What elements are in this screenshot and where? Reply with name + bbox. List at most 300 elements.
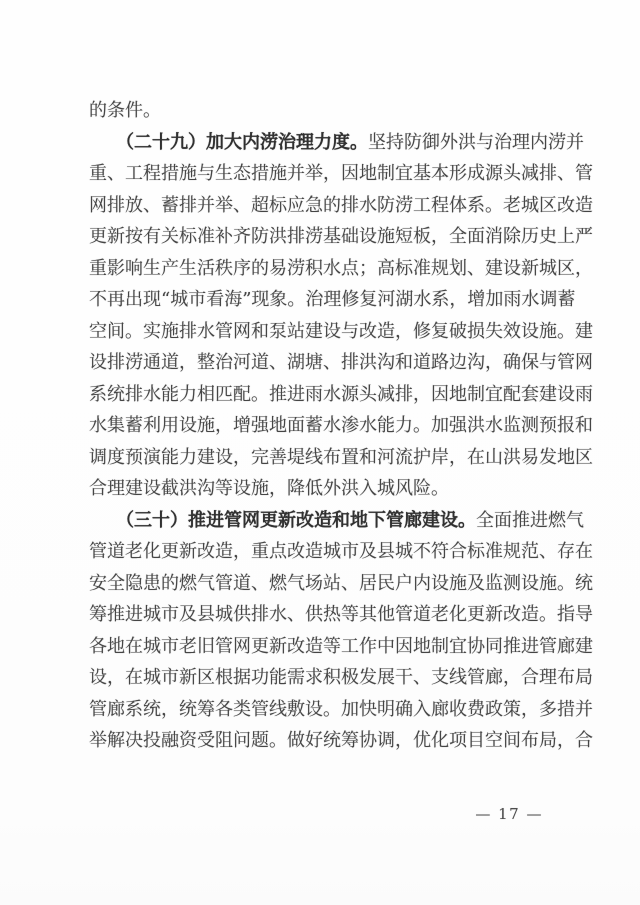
body-character: 道 xyxy=(233,572,251,594)
body-character: 宜 xyxy=(395,163,413,184)
body-character: 基 xyxy=(323,226,341,247)
body-character: 基 xyxy=(413,163,431,184)
body-character: 。 xyxy=(485,194,503,216)
page-number: — 17 — xyxy=(475,805,543,823)
body-character: 应 xyxy=(287,194,305,216)
body-character: 外 xyxy=(323,478,341,499)
body-character: 完 xyxy=(251,446,269,468)
body-character: ， xyxy=(485,352,503,373)
heading-character: 。 xyxy=(458,509,476,531)
body-character: 涝 xyxy=(395,194,413,216)
body-character: 进 xyxy=(521,635,539,657)
body-character: 造 xyxy=(521,604,539,625)
body-character: 能 xyxy=(161,446,179,468)
body-character: 等 xyxy=(215,478,233,499)
body-character: 管 xyxy=(467,667,485,688)
body-character: 管 xyxy=(215,320,233,342)
body-character: 场 xyxy=(305,572,323,594)
body-character: 治 xyxy=(305,289,324,310)
body-character: 排 xyxy=(107,194,125,216)
body-character: ， xyxy=(233,541,251,562)
body-character: 湖 xyxy=(287,352,305,373)
body-character: 堤 xyxy=(287,446,305,468)
body-character: 新 xyxy=(521,257,539,279)
body-character: 燃 xyxy=(269,572,287,594)
body-character: 水 xyxy=(323,415,341,436)
body-character: 及 xyxy=(179,604,197,625)
body-character: 统 xyxy=(179,698,197,720)
body-character: 沟 xyxy=(197,478,215,499)
heading-character: 地 xyxy=(350,509,368,531)
body-character: 导 xyxy=(575,604,593,625)
body-character: 措 xyxy=(161,163,179,184)
text-line xyxy=(89,289,576,322)
body-character: 其 xyxy=(359,604,377,625)
body-character: 源 xyxy=(341,383,359,405)
body-character: 布 xyxy=(323,446,341,468)
body-character: ， xyxy=(395,730,413,751)
heading-character: 更 xyxy=(260,509,278,531)
body-character: 湖 xyxy=(395,289,414,310)
body-character: 的 xyxy=(161,572,179,594)
body-character: 有 xyxy=(143,226,161,247)
body-character: 造 xyxy=(575,194,593,216)
body-character: 修 xyxy=(413,320,431,342)
heading-character: 改 xyxy=(296,509,314,531)
body-character: 线 xyxy=(305,446,323,468)
body-character: 能 xyxy=(269,667,287,688)
body-character: 、 xyxy=(539,541,557,562)
body-character: 发 xyxy=(539,446,557,468)
body-character: 城 xyxy=(170,289,189,310)
body-character: 并 xyxy=(287,163,305,184)
body-character: 御 xyxy=(422,131,440,153)
body-character: 的 xyxy=(251,257,269,279)
body-character: 作 xyxy=(359,635,377,657)
body-character: 市 xyxy=(341,541,359,562)
body-character: 生 xyxy=(179,257,197,279)
body-character: 在 xyxy=(125,667,143,688)
body-character: 、 xyxy=(557,163,575,184)
heading-character: 理 xyxy=(296,131,314,153)
body-character: 管 xyxy=(395,604,413,625)
body-character: 燃 xyxy=(179,572,197,594)
body-character: 施 xyxy=(251,478,269,499)
body-character: 力 xyxy=(395,415,413,436)
heading-character: （ xyxy=(116,509,134,531)
body-character: 在 xyxy=(575,541,593,562)
body-character: 局 xyxy=(575,667,593,688)
body-character: 施 xyxy=(269,163,287,184)
body-character: 管 xyxy=(575,163,593,184)
body-character: 严 xyxy=(575,226,593,247)
body-character: 用 xyxy=(161,415,179,436)
body-character: 和 xyxy=(395,352,413,373)
heading-character: 九 xyxy=(170,131,188,153)
body-character: 快 xyxy=(359,698,377,720)
body-character: 规 xyxy=(503,541,521,562)
body-character: 源 xyxy=(485,163,503,184)
body-character: 洪 xyxy=(179,478,197,499)
body-character: 道 xyxy=(251,352,269,373)
body-character: 收 xyxy=(449,698,467,720)
body-character: 支 xyxy=(431,667,449,688)
body-character: 险 xyxy=(413,478,431,499)
body-character: 站 xyxy=(287,320,305,342)
body-character: 洪 xyxy=(359,352,377,373)
body-character: 加 xyxy=(431,415,449,436)
body-character: 举 xyxy=(89,730,107,751)
body-character: 措 xyxy=(251,163,269,184)
body-character: 河 xyxy=(377,289,396,310)
body-character: 头 xyxy=(359,383,377,405)
body-character: 改 xyxy=(287,635,305,657)
text-line xyxy=(89,635,593,669)
heading-character: 新 xyxy=(278,509,296,531)
body-character: 排 xyxy=(341,352,359,373)
text-line xyxy=(89,257,593,291)
body-character: 理 xyxy=(539,667,557,688)
body-character: 海 xyxy=(224,289,243,310)
body-character: 网 xyxy=(233,320,251,342)
body-character: 沟 xyxy=(467,352,485,373)
body-character: 程 xyxy=(143,163,161,184)
body-character: 河 xyxy=(233,352,251,373)
body-character: 形 xyxy=(449,163,467,184)
body-character: 地 xyxy=(107,635,125,657)
body-character: 管 xyxy=(215,572,233,594)
body-character: 在 xyxy=(467,446,485,468)
body-character: 路 xyxy=(431,352,449,373)
body-character: 制 xyxy=(467,383,485,405)
body-character: 施 xyxy=(449,572,467,594)
body-character: 县 xyxy=(197,604,215,625)
body-character: 套 xyxy=(521,383,539,405)
body-character: 筹 xyxy=(341,730,359,751)
body-character: 协 xyxy=(359,730,377,751)
body-character: 等 xyxy=(323,635,341,657)
body-character: 面 xyxy=(287,415,305,436)
body-character: 效 xyxy=(503,320,521,342)
body-character: 治 xyxy=(494,131,512,153)
body-character: 能 xyxy=(377,415,395,436)
body-character: 举 xyxy=(305,163,323,184)
body-character: 民 xyxy=(377,572,395,594)
body-character: 推 xyxy=(269,383,287,405)
body-character: 城 xyxy=(143,635,161,657)
body-character: 序 xyxy=(233,257,251,279)
body-character: 护 xyxy=(413,446,431,468)
body-character: 区 xyxy=(575,446,593,468)
body-character: 。 xyxy=(557,572,575,594)
body-character: 管 xyxy=(89,541,107,562)
body-character: 洪 xyxy=(458,131,476,153)
body-character: ， xyxy=(431,226,449,247)
body-character: 演 xyxy=(143,446,161,468)
body-character: 、 xyxy=(341,572,359,594)
body-character: 与 xyxy=(341,320,359,342)
text-line xyxy=(89,479,551,511)
body-character: ， xyxy=(395,320,413,342)
body-character: 他 xyxy=(377,604,395,625)
body-character: 调 xyxy=(89,446,107,468)
body-character: 措 xyxy=(557,698,575,720)
body-character: 看 xyxy=(206,289,225,310)
heading-character: 三 xyxy=(134,509,152,531)
text-line xyxy=(89,667,593,700)
body-character: 设 xyxy=(521,320,539,342)
body-character: 的 xyxy=(323,194,341,216)
body-character: 洪 xyxy=(467,415,485,436)
body-character: 城 xyxy=(521,194,539,216)
body-character: 生 xyxy=(215,163,233,184)
body-character: 再 xyxy=(107,289,125,310)
body-character: 热 xyxy=(323,604,341,625)
body-character: 全 xyxy=(449,226,467,247)
body-character: 岸 xyxy=(431,446,449,468)
body-character: 网 xyxy=(575,352,593,373)
text-line xyxy=(89,131,584,165)
body-character: 问 xyxy=(233,730,251,751)
body-character: 水 xyxy=(359,415,377,436)
body-character: 不 xyxy=(413,541,431,562)
body-character: 决 xyxy=(125,730,143,751)
body-character: 降 xyxy=(287,478,305,499)
body-character: 力 xyxy=(179,383,197,405)
text-line xyxy=(89,509,584,543)
body-character: 。 xyxy=(323,698,341,720)
body-character: 新 xyxy=(179,667,197,688)
body-character: 理 xyxy=(323,289,342,310)
body-character: 干 xyxy=(395,667,413,688)
body-character: 报 xyxy=(557,415,575,436)
body-character: 因 xyxy=(341,163,359,184)
body-character: 推 xyxy=(107,604,125,625)
body-character: 因 xyxy=(395,635,413,657)
body-character: 理 xyxy=(107,478,125,499)
body-character: 地 xyxy=(359,163,377,184)
body-character: 施 xyxy=(179,163,197,184)
body-character: 增 xyxy=(233,415,251,436)
body-character: 发 xyxy=(359,667,377,688)
body-character: 测 xyxy=(521,415,539,436)
body-character: 筹 xyxy=(197,698,215,720)
body-character: 工 xyxy=(413,194,431,216)
body-character: ； xyxy=(359,257,377,279)
body-character: 标 xyxy=(269,194,287,216)
body-character: 统 xyxy=(107,383,125,405)
body-character: 监 xyxy=(503,415,521,436)
body-character: 网 xyxy=(89,194,107,216)
body-character: 设 xyxy=(179,415,197,436)
body-character: 城 xyxy=(377,478,395,499)
text-line xyxy=(89,698,593,732)
body-character: 改 xyxy=(287,541,305,562)
body-character: 题 xyxy=(251,730,269,751)
body-character: 市 xyxy=(161,635,179,657)
body-character: 城 xyxy=(539,257,557,279)
body-character: 好 xyxy=(305,730,323,751)
body-character: 水 xyxy=(359,194,377,216)
heading-character: 十 xyxy=(152,131,170,153)
body-character: 整 xyxy=(197,352,215,373)
body-character: 建 xyxy=(539,383,557,405)
text-line xyxy=(89,320,593,354)
body-character: 存 xyxy=(557,541,575,562)
body-character: 持 xyxy=(386,131,404,153)
body-character: 头 xyxy=(503,163,521,184)
body-character: 本 xyxy=(431,163,449,184)
body-character: 防 xyxy=(404,131,422,153)
body-character: 施 xyxy=(539,572,557,594)
body-character: 划 xyxy=(449,257,467,279)
heading-character: 十 xyxy=(152,509,170,531)
heading-character: 造 xyxy=(314,509,332,531)
body-character: 急 xyxy=(305,194,323,216)
body-character: 中 xyxy=(377,635,395,657)
body-character: 进 xyxy=(125,604,143,625)
text-line xyxy=(89,541,593,574)
body-character: 建 xyxy=(305,320,323,342)
body-character: 气 xyxy=(566,509,584,531)
body-character: 施 xyxy=(539,320,557,342)
body-character: 系 xyxy=(431,289,450,310)
body-character: 秩 xyxy=(215,257,233,279)
body-character: 融 xyxy=(161,730,179,751)
body-character: 患 xyxy=(143,572,161,594)
body-character: 新 xyxy=(485,604,503,625)
body-character: 、 xyxy=(323,352,341,373)
body-character: 流 xyxy=(395,446,413,468)
body-character: 损 xyxy=(467,320,485,342)
body-character: 础 xyxy=(341,226,359,247)
body-character: 做 xyxy=(287,730,305,751)
body-character: 与 xyxy=(539,352,557,373)
body-character: 全 xyxy=(107,572,125,594)
body-character: 推 xyxy=(512,509,530,531)
body-character: 县 xyxy=(377,541,395,562)
body-character: 活 xyxy=(197,257,215,279)
heading-character: 治 xyxy=(278,131,296,153)
body-character: 排 xyxy=(341,194,359,216)
body-character: 强 xyxy=(251,415,269,436)
heading-character: 涝 xyxy=(260,131,278,153)
body-character: 化 xyxy=(449,604,467,625)
body-character: 系 xyxy=(467,194,485,216)
body-character: 建 xyxy=(575,320,593,342)
body-character: ， xyxy=(179,352,197,373)
body-character: 置 xyxy=(341,446,359,468)
body-character: 策 xyxy=(503,698,521,720)
body-character: 超 xyxy=(251,194,269,216)
body-character: 改 xyxy=(197,541,215,562)
body-character: 善 xyxy=(269,446,287,468)
body-character: 治 xyxy=(215,352,233,373)
body-character: 力 xyxy=(179,446,197,468)
body-character: 。 xyxy=(539,604,557,625)
body-character: 施 xyxy=(161,320,179,342)
body-character: 展 xyxy=(377,667,395,688)
body-character: 因 xyxy=(431,383,449,405)
body-character: 市 xyxy=(188,289,207,310)
body-character: 能 xyxy=(161,383,179,405)
body-character: ， xyxy=(449,289,468,310)
body-character: 廊 xyxy=(107,698,125,720)
body-character: 涝 xyxy=(287,257,305,279)
body-character: 建 xyxy=(125,478,143,499)
body-character: 站 xyxy=(323,572,341,594)
body-character: 水 xyxy=(323,257,341,279)
body-character: 工 xyxy=(125,163,143,184)
body-character: 统 xyxy=(575,572,593,594)
body-character: 内 xyxy=(413,572,431,594)
body-character: 线 xyxy=(269,698,287,720)
body-character: 积 xyxy=(305,257,323,279)
body-character: 象 xyxy=(269,289,288,310)
text-line xyxy=(89,194,593,228)
body-character: 。 xyxy=(413,415,431,436)
body-character: 监 xyxy=(485,572,503,594)
body-character: 设 xyxy=(305,698,323,720)
body-character: 区 xyxy=(539,194,557,216)
body-character: 关 xyxy=(161,226,179,247)
body-character: 消 xyxy=(485,226,503,247)
body-character: 规 xyxy=(431,257,449,279)
body-character: 相 xyxy=(197,383,215,405)
body-character: 和 xyxy=(251,320,269,342)
body-character: 现 xyxy=(143,289,161,310)
body-character: “ xyxy=(161,289,171,310)
body-character: 水 xyxy=(143,383,161,405)
body-character: 阻 xyxy=(215,730,233,751)
body-character: 设 xyxy=(557,383,575,405)
body-character: 城 xyxy=(143,667,161,688)
body-character: 水 xyxy=(521,289,540,310)
heading-character: ） xyxy=(170,509,188,531)
body-character: 匹 xyxy=(215,383,233,405)
body-character: 城 xyxy=(323,541,341,562)
body-character: 更 xyxy=(161,541,179,562)
body-character: 居 xyxy=(359,572,377,594)
body-character: 态 xyxy=(233,163,251,184)
body-character: 排 xyxy=(395,383,413,405)
body-character: 道 xyxy=(413,604,431,625)
body-character: 水 xyxy=(485,415,503,436)
body-character: 、 xyxy=(413,667,431,688)
body-character: 增 xyxy=(467,289,486,310)
body-character: 通 xyxy=(143,352,161,373)
body-character: 建 xyxy=(197,446,215,468)
body-character: 根 xyxy=(215,667,233,688)
body-character: 蓄 xyxy=(305,415,323,436)
body-character: 利 xyxy=(143,415,161,436)
body-character: 、 xyxy=(467,257,485,279)
body-character: 改 xyxy=(503,604,521,625)
body-character: 易 xyxy=(269,257,287,279)
body-character: 。 xyxy=(251,383,269,405)
body-character: 塘 xyxy=(305,352,323,373)
body-character: 系 xyxy=(89,383,107,405)
body-character: 坚 xyxy=(368,131,386,153)
text-line xyxy=(89,383,593,417)
body-character: 补 xyxy=(215,226,233,247)
body-character: 燃 xyxy=(548,509,566,531)
body-character: 泵 xyxy=(269,320,287,342)
text-line xyxy=(89,604,593,637)
heading-character: 内 xyxy=(242,131,260,153)
body-character: 不 xyxy=(89,289,107,310)
body-character: ” xyxy=(242,289,252,310)
